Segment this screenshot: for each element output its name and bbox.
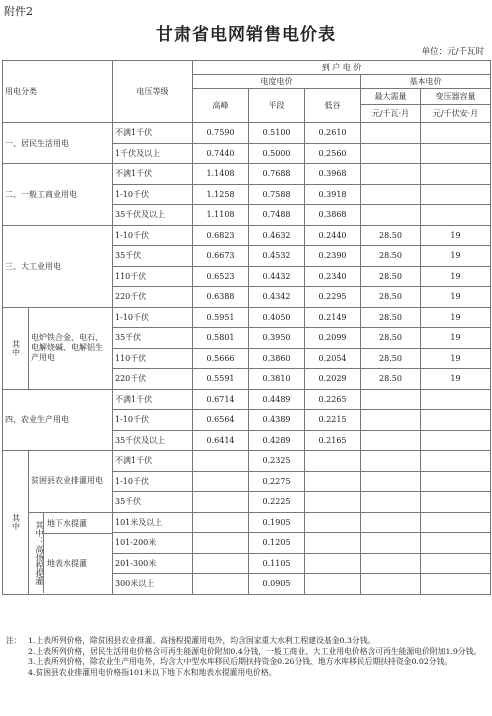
header-flat: 平段 bbox=[249, 89, 305, 123]
capacity-cell bbox=[421, 492, 491, 513]
demand-cell bbox=[361, 143, 421, 164]
voltage-cell: 35千伏 bbox=[113, 492, 193, 513]
voltage-cell: 35千伏及以上 bbox=[113, 205, 193, 226]
flat-cell: 0.4389 bbox=[249, 410, 305, 431]
capacity-cell bbox=[421, 143, 491, 164]
table-row bbox=[3, 164, 491, 185]
demand-cell: 28.50 bbox=[361, 328, 421, 349]
flat-cell: 0.4342 bbox=[249, 287, 305, 308]
flat-cell: 0.2225 bbox=[249, 492, 305, 513]
peak-cell bbox=[193, 553, 249, 574]
capacity-cell bbox=[421, 553, 491, 574]
valley-cell: 0.2560 bbox=[305, 143, 361, 164]
valley-cell bbox=[305, 553, 361, 574]
peak-cell: 0.6523 bbox=[193, 266, 249, 287]
header-transformer-unit: 元/千伏安·月 bbox=[421, 105, 491, 123]
high-lift-block bbox=[29, 512, 113, 594]
flat-cell: 0.4050 bbox=[249, 307, 305, 328]
flat-cell: 0.7688 bbox=[249, 164, 305, 185]
demand-cell bbox=[361, 123, 421, 144]
flat-cell: 0.4489 bbox=[249, 389, 305, 410]
note-item: 3.上表所列价格，除农业生产用电外，均含大中型水库移民后期扶持资金0.26分钱、地方水库移民后期扶持资金0.02分钱。 bbox=[28, 657, 453, 667]
valley-cell: 0.2295 bbox=[305, 287, 361, 308]
capacity-cell: 19 bbox=[421, 328, 491, 349]
flat-cell: 0.4289 bbox=[249, 430, 305, 451]
capacity-cell bbox=[421, 123, 491, 144]
flat-cell: 0.1905 bbox=[249, 512, 305, 533]
voltage-cell: 1-10千伏 bbox=[113, 225, 193, 246]
notes-label: 注： bbox=[6, 636, 22, 645]
flat-cell: 0.7588 bbox=[249, 184, 305, 205]
valley-cell bbox=[305, 533, 361, 554]
valley-cell bbox=[305, 451, 361, 472]
capacity-cell: 19 bbox=[421, 369, 491, 390]
demand-cell bbox=[361, 164, 421, 185]
valley-cell: 0.3868 bbox=[305, 205, 361, 226]
voltage-cell: 220千伏 bbox=[113, 369, 193, 390]
note-item: 1.上表所列价格，除贫困县农业排灌、高扬程提灌用电外，均含国家重大水利工程建设基金0.3分钱。 bbox=[28, 636, 376, 645]
voltage-cell: 110千伏 bbox=[113, 348, 193, 369]
voltage-cell: 110千伏 bbox=[113, 266, 193, 287]
valley-cell: 0.2099 bbox=[305, 328, 361, 349]
flat-cell: 0.4532 bbox=[249, 246, 305, 267]
header-peak: 高峰 bbox=[193, 89, 249, 123]
valley-cell: 0.2265 bbox=[305, 389, 361, 410]
peak-cell bbox=[193, 533, 249, 554]
peak-cell bbox=[193, 492, 249, 513]
flat-cell: 0.7488 bbox=[249, 205, 305, 226]
capacity-cell bbox=[421, 471, 491, 492]
peak-cell: 1.1108 bbox=[193, 205, 249, 226]
valley-cell: 0.2610 bbox=[305, 123, 361, 144]
peak-cell bbox=[193, 451, 249, 472]
capacity-cell bbox=[421, 512, 491, 533]
peak-cell: 0.7590 bbox=[193, 123, 249, 144]
group-industrial: 三、大工业用电 bbox=[3, 225, 113, 307]
valley-cell: 0.2215 bbox=[305, 410, 361, 431]
header-max-demand: 最大需量 bbox=[361, 89, 421, 105]
header-basic-price: 基本电价 bbox=[361, 75, 491, 89]
header-voltage: 电压等级 bbox=[113, 61, 193, 123]
capacity-cell: 19 bbox=[421, 266, 491, 287]
peak-cell bbox=[193, 471, 249, 492]
demand-cell: 28.50 bbox=[361, 266, 421, 287]
capacity-cell: 19 bbox=[421, 246, 491, 267]
peak-cell: 0.6823 bbox=[193, 225, 249, 246]
valley-cell: 0.2165 bbox=[305, 430, 361, 451]
peak-cell: 0.6564 bbox=[193, 410, 249, 431]
demand-cell bbox=[361, 553, 421, 574]
peak-cell: 0.6673 bbox=[193, 246, 249, 267]
flat-cell: 0.4632 bbox=[249, 225, 305, 246]
voltage-cell: 不满1千伏 bbox=[113, 389, 193, 410]
demand-cell bbox=[361, 471, 421, 492]
valley-cell bbox=[305, 492, 361, 513]
capacity-cell bbox=[421, 430, 491, 451]
capacity-cell: 19 bbox=[421, 348, 491, 369]
flat-cell: 0.1205 bbox=[249, 533, 305, 554]
voltage-cell: 35千伏及以上 bbox=[113, 430, 193, 451]
group-high-lift: 其中：高扬程提灌 bbox=[29, 513, 44, 593]
demand-cell bbox=[361, 389, 421, 410]
peak-cell: 0.5666 bbox=[193, 348, 249, 369]
group-groundwater: 地下水提灌 bbox=[44, 513, 112, 534]
capacity-cell bbox=[421, 164, 491, 185]
voltage-cell: 101米及以上 bbox=[113, 512, 193, 533]
capacity-cell: 19 bbox=[421, 307, 491, 328]
group-industrial-sub: 电炉铁合金、电石、电解烧碱、电解铝生产用电 bbox=[29, 307, 113, 389]
valley-cell: 0.2390 bbox=[305, 246, 361, 267]
capacity-cell bbox=[421, 451, 491, 472]
table-row bbox=[3, 123, 491, 144]
flat-cell: 0.0905 bbox=[249, 574, 305, 595]
peak-cell: 0.5951 bbox=[193, 307, 249, 328]
demand-cell bbox=[361, 410, 421, 431]
header-max-demand-unit: 元/千瓦·月 bbox=[361, 105, 421, 123]
group-among-label: 其中 bbox=[3, 451, 29, 595]
flat-cell: 0.3810 bbox=[249, 369, 305, 390]
capacity-cell: 19 bbox=[421, 225, 491, 246]
page-title: 甘肃省电网销售电价表 bbox=[156, 25, 336, 45]
capacity-cell bbox=[421, 574, 491, 595]
peak-cell: 0.5801 bbox=[193, 328, 249, 349]
voltage-cell: 300米以上 bbox=[113, 574, 193, 595]
voltage-cell: 1-10千伏 bbox=[113, 184, 193, 205]
header-transformer: 变压器容量 bbox=[421, 89, 491, 105]
peak-cell: 0.7440 bbox=[193, 143, 249, 164]
valley-cell: 0.3968 bbox=[305, 164, 361, 185]
demand-cell: 28.50 bbox=[361, 307, 421, 328]
group-residential: 一、居民生活用电 bbox=[3, 123, 113, 164]
voltage-cell: 101-200米 bbox=[113, 533, 193, 554]
valley-cell: 0.2054 bbox=[305, 348, 361, 369]
voltage-cell: 35千伏 bbox=[113, 328, 193, 349]
voltage-cell: 不满1千伏 bbox=[113, 451, 193, 472]
flat-cell: 0.3950 bbox=[249, 328, 305, 349]
demand-cell bbox=[361, 512, 421, 533]
notes bbox=[6, 636, 486, 678]
group-surface-water: 地表水提灌 bbox=[47, 559, 87, 568]
peak-cell: 1.1408 bbox=[193, 164, 249, 185]
voltage-cell: 35千伏 bbox=[113, 246, 193, 267]
valley-cell: 0.2149 bbox=[305, 307, 361, 328]
valley-cell bbox=[305, 574, 361, 595]
table-row bbox=[3, 512, 491, 533]
flat-cell: 0.5000 bbox=[249, 143, 305, 164]
valley-cell: 0.2340 bbox=[305, 266, 361, 287]
voltage-cell: 201-300米 bbox=[113, 553, 193, 574]
voltage-cell: 1-10千伏 bbox=[113, 471, 193, 492]
voltage-cell: 220千伏 bbox=[113, 287, 193, 308]
demand-cell: 28.50 bbox=[361, 369, 421, 390]
flat-cell: 0.2325 bbox=[249, 451, 305, 472]
voltage-cell: 不满1千伏 bbox=[113, 164, 193, 185]
peak-cell: 0.6388 bbox=[193, 287, 249, 308]
demand-cell bbox=[361, 492, 421, 513]
capacity-cell bbox=[421, 410, 491, 431]
voltage-cell: 1-10千伏 bbox=[113, 410, 193, 431]
capacity-cell bbox=[421, 533, 491, 554]
demand-cell: 28.50 bbox=[361, 287, 421, 308]
table-row bbox=[3, 389, 491, 410]
valley-cell: 0.3918 bbox=[305, 184, 361, 205]
voltage-cell: 1-10千伏 bbox=[113, 307, 193, 328]
demand-cell bbox=[361, 430, 421, 451]
group-agricultural: 四、农业生产用电 bbox=[3, 389, 113, 451]
demand-cell: 28.50 bbox=[361, 348, 421, 369]
demand-cell bbox=[361, 533, 421, 554]
group-among-label: 其中 bbox=[3, 307, 29, 389]
demand-cell bbox=[361, 451, 421, 472]
valley-cell bbox=[305, 471, 361, 492]
table-row bbox=[3, 451, 491, 472]
demand-cell: 28.50 bbox=[361, 225, 421, 246]
peak-cell: 0.5591 bbox=[193, 369, 249, 390]
header-energy-price: 电度电价 bbox=[193, 75, 361, 89]
demand-cell bbox=[361, 205, 421, 226]
peak-cell: 0.6414 bbox=[193, 430, 249, 451]
note-item: 4.贫困县农业排灌用电价格指101米以下地下水和地表水提灌用电价格。 bbox=[28, 667, 277, 677]
valley-cell: 0.2440 bbox=[305, 225, 361, 246]
voltage-cell: 不满1千伏 bbox=[113, 123, 193, 144]
table-row bbox=[3, 225, 491, 246]
demand-cell: 28.50 bbox=[361, 246, 421, 267]
flat-cell: 0.2275 bbox=[249, 471, 305, 492]
peak-cell bbox=[193, 574, 249, 595]
peak-cell: 0.6714 bbox=[193, 389, 249, 410]
header-valley: 低谷 bbox=[305, 89, 361, 123]
unit-label: 单位：元/千瓦时 bbox=[421, 47, 484, 57]
attachment-label: 附件2 bbox=[4, 5, 33, 18]
note-item: 2.上表所列价格，居民生活用电价格含可再生能源电价附加0.4分钱，一般工商业、大工业用电价格含可再生能源电价附加1.9分钱。 bbox=[28, 646, 482, 656]
flat-cell: 0.5100 bbox=[249, 123, 305, 144]
group-poor-county: 贫困县农业排灌用电 bbox=[29, 451, 113, 513]
demand-cell bbox=[361, 574, 421, 595]
peak-cell: 1.1258 bbox=[193, 184, 249, 205]
capacity-cell bbox=[421, 389, 491, 410]
flat-cell: 0.1105 bbox=[249, 553, 305, 574]
voltage-cell: 1千伏及以上 bbox=[113, 143, 193, 164]
capacity-cell: 19 bbox=[421, 287, 491, 308]
group-commercial: 二、一般工商业用电 bbox=[3, 164, 113, 226]
flat-cell: 0.3860 bbox=[249, 348, 305, 369]
peak-cell bbox=[193, 512, 249, 533]
header-category: 用电分类 bbox=[3, 61, 113, 123]
header-retail: 到 户 电 价 bbox=[193, 61, 491, 75]
price-table bbox=[2, 60, 491, 595]
capacity-cell bbox=[421, 184, 491, 205]
valley-cell: 0.2029 bbox=[305, 369, 361, 390]
flat-cell: 0.4432 bbox=[249, 266, 305, 287]
demand-cell bbox=[361, 184, 421, 205]
valley-cell bbox=[305, 512, 361, 533]
table-row bbox=[3, 307, 491, 328]
capacity-cell bbox=[421, 205, 491, 226]
